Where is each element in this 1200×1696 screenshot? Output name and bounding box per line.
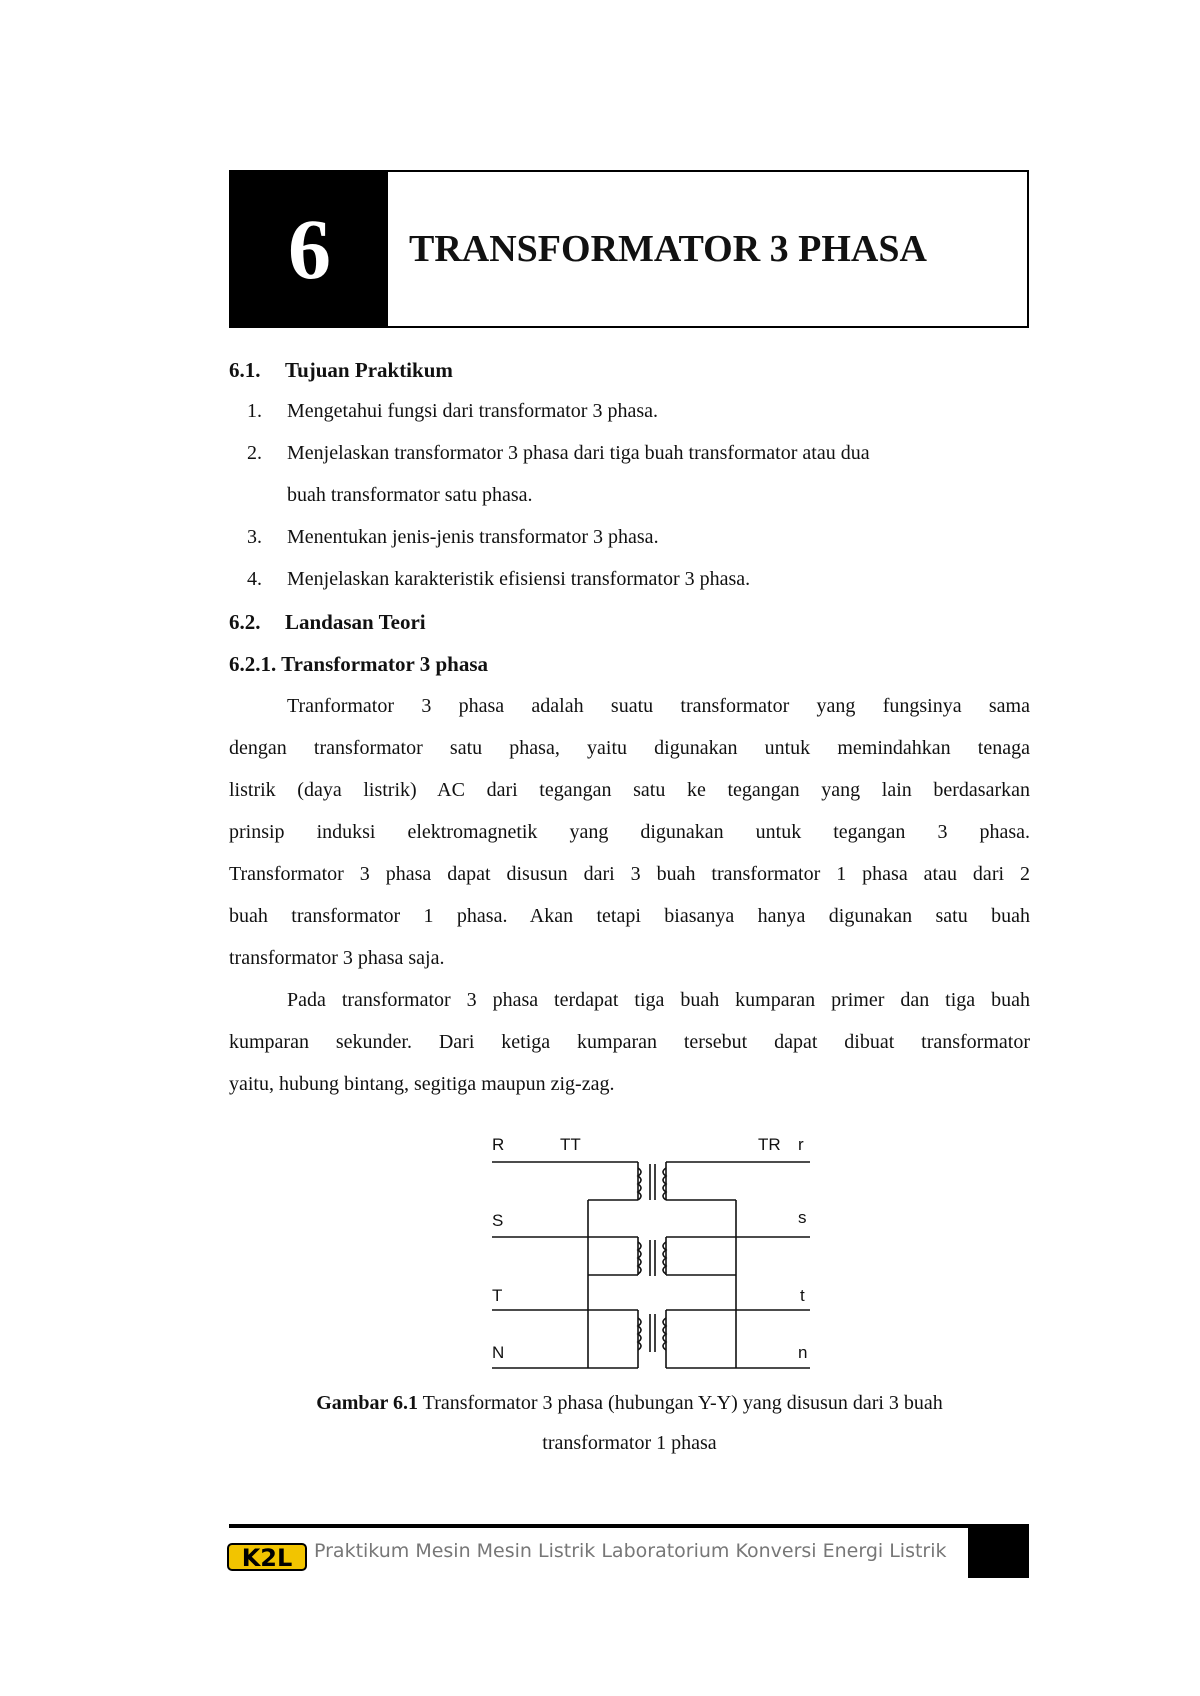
subsection-heading: 6.2.1. Transformator 3 phasa <box>229 652 489 676</box>
label-n: n <box>798 1343 808 1362</box>
list-item: 2. Menjelaskan transformator 3 phasa dari tiga buah transformator atau dua <box>247 442 870 464</box>
list-item: 3. Menentukan jenis-jenis transformator 3 phasa. <box>247 526 659 548</box>
section-1-heading-number: 6.1. <box>229 358 261 382</box>
paragraph-line: Transformator 3 phasa dapat disusun dari 3 buah transformator 1 phasa atau dari 2 <box>229 863 1030 885</box>
chapter-header <box>229 170 1029 328</box>
chapter-number: 6 <box>231 172 388 326</box>
paragraph-line: buah transformator 1 phasa. Akan tetapi biasanya hanya digunakan satu buah <box>229 905 1030 927</box>
label-TT: TT <box>560 1135 581 1154</box>
svg-text:K2L: K2L <box>241 1544 293 1572</box>
paragraph-line: prinsip induksi elektromagnetik yang digunakan untuk tegangan 3 phasa. <box>229 821 1030 843</box>
chapter-title: TRANSFORMATOR 3 PHASA <box>409 228 927 270</box>
footer-text: Praktikum Mesin Mesin Listrik Laboratorium Konversi Energi Listrik <box>314 1540 947 1562</box>
paragraph-line: Pada transformator 3 phasa terdapat tiga buah kumparan primer dan tiga buah <box>287 989 1030 1011</box>
label-T: T <box>492 1286 503 1305</box>
paragraph-line: yaitu, hubung bintang, segitiga maupun zig-zag. <box>229 1073 615 1095</box>
figure-caption: Gambar 6.1 Transformator 3 phasa (hubungan Y-Y) yang disusun dari 3 buah <box>316 1392 943 1414</box>
footer-rule <box>229 1524 1029 1528</box>
label-S: S <box>492 1211 504 1230</box>
section-2-heading: Landasan Teori <box>285 610 426 634</box>
section-1-heading: Tujuan Praktikum <box>285 358 453 382</box>
label-TR: TR <box>758 1135 781 1154</box>
paragraph-line: dengan transformator satu phasa, yaitu digunakan untuk memindahkan tenaga <box>229 737 1030 759</box>
label-t: t <box>800 1286 805 1305</box>
section-2-heading-number: 6.2. <box>229 610 261 634</box>
label-s: s <box>798 1208 807 1227</box>
footer-page-block <box>968 1528 1029 1578</box>
paragraph-line: transformator 3 phasa saja. <box>229 947 445 969</box>
list-item: 4. Menjelaskan karakteristik efisiensi transformator 3 phasa. <box>247 568 751 590</box>
label-N: N <box>492 1343 505 1362</box>
paragraph-line: listrik (daya listrik) AC dari tegangan satu ke tegangan yang lain berdasarkan <box>229 779 1030 801</box>
paragraph-line: kumparan sekunder. Dari ketiga kumparan tersebut dapat dibuat transformator <box>229 1031 1030 1053</box>
label-r: r <box>798 1135 804 1154</box>
list-item-continuation: buah transformator satu phasa. <box>287 484 533 506</box>
paragraph-line: Tranformator 3 phasa adalah suatu transformator yang fungsinya sama <box>287 695 1030 717</box>
list-item: 1. Mengetahui fungsi dari transformator 3 phasa. <box>247 400 659 422</box>
label-R: R <box>492 1135 505 1154</box>
figure-caption-line-2: transformator 1 phasa <box>542 1432 717 1454</box>
transformer-wiring-diagram <box>480 1130 840 1370</box>
k2l-logo <box>226 1538 308 1576</box>
